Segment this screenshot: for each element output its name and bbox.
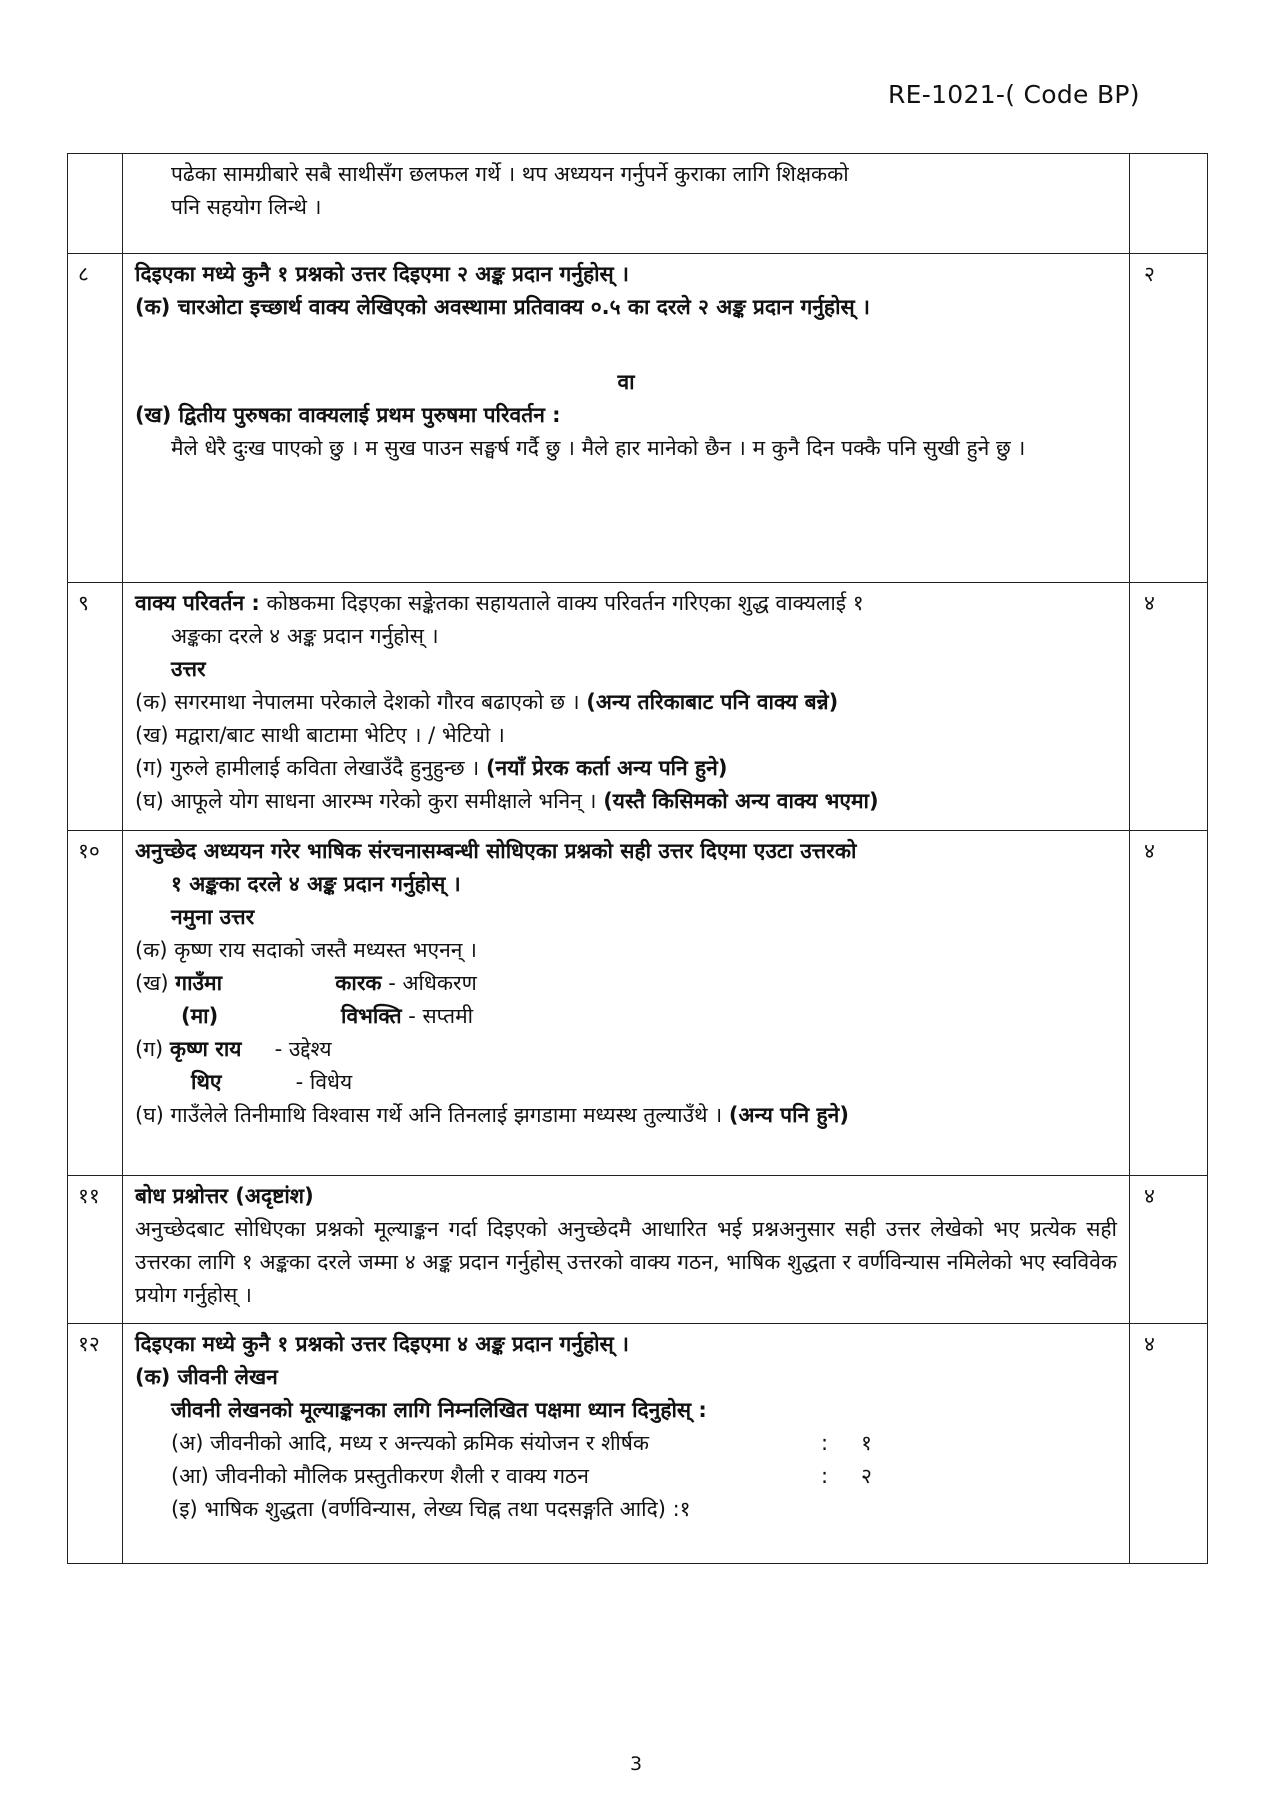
answer-ka: (क) सगरमाथा नेपालमा परेकाले देशको गौरव बढाएको छ । (अन्य तरिकाबाट पनि वाक्य बन्ने)	[135, 690, 839, 714]
question-number: ११	[68, 1176, 123, 1324]
table-row	[68, 254, 1208, 583]
table-row	[68, 831, 1208, 1176]
table-row	[68, 154, 1208, 254]
option-ka: (क) जीवनी लेखन	[135, 1365, 278, 1389]
answer-label: उत्तर	[171, 657, 206, 681]
criteria-heading: जीवनी लेखनको मूल्याङ्कनका लागि निम्नलिखित पक्षमा ध्यान दिनुहोस् :	[171, 1398, 707, 1422]
instruction-heading: बोध प्रश्नोत्तर (अदृष्टांश)	[135, 1184, 314, 1208]
table-row	[68, 1324, 1208, 1564]
sample-answer-label: नमुना उत्तर	[171, 905, 255, 929]
option-kha: (ख) द्वितीय पुरुषका वाक्यलाई प्रथम पुरुषमा परिवर्तन :	[135, 403, 561, 427]
page-number: 3	[629, 1753, 643, 1775]
question-number: ९	[68, 583, 123, 831]
instruction-heading: अनुच्छेद अध्ययन गरेर भाषिक संरचनासम्बन्धी सोधिएका प्रश्नको सही उत्तर दिएमा एउटा उत्तरको	[135, 839, 857, 863]
or-separator: वा	[617, 370, 635, 394]
criterion-row: (आ) जीवनीको मौलिक प्रस्तुतीकरण शैली र वाक्य गठन : २	[171, 1464, 872, 1488]
marks-value: ४	[1130, 1176, 1208, 1324]
question-number: ८	[68, 254, 123, 583]
question-number-cell	[68, 154, 123, 254]
marks-value: ४	[1130, 1324, 1208, 1564]
question-number: १०	[68, 831, 123, 1176]
criterion-row: (अ) जीवनीको आदि, मध्य र अन्त्यको क्रमिक संयोजन र शीर्षक : १	[171, 1431, 872, 1455]
heading-bold: वाक्य परिवर्तन :	[135, 591, 260, 615]
option-ka: (क) चारओटा इच्छार्थ वाक्य लेखिएको अवस्थामा प्रतिवाक्य ०.५ का दरले २ अङ्क प्रदान गर्नुहोस् ।	[135, 295, 870, 319]
answer-cell	[123, 254, 1130, 583]
document-code: RE-1021-( Code BP)	[888, 80, 1140, 109]
answer-cell	[123, 831, 1130, 1176]
marks-value: २	[1130, 254, 1208, 583]
table-row	[68, 583, 1208, 831]
answer-ga: (ग) कृष्ण राय - उद्देश्य	[135, 1037, 332, 1061]
marks-value: ४	[1130, 583, 1208, 831]
answer-note: (अन्य पनि हुने)	[728, 1103, 849, 1127]
continuation-line: पनि सहयोग लिन्थे ।	[171, 195, 322, 219]
answer-cell	[123, 583, 1130, 831]
instruction-heading	[135, 587, 1117, 620]
answer-gha: (घ) गाउँलेले तिनीमाथि विश्वास गर्थे अनि तिनलाई झगडामा मध्यस्थ तुल्याउँथे । (अन्य पनि हुने)	[135, 1103, 849, 1127]
answer-gha: (घ) आफूले योग साधना आरम्भ गरेको कुरा समीक्षाले भनिन् । (यस्तै किसिमको अन्य वाक्य भएमा)	[135, 789, 879, 813]
answer-ka: (क) कृष्ण राय सदाको जस्तै मध्यस्त भएनन् ।	[135, 938, 478, 962]
criterion-row: (इ) भाषिक शुद्धता (वर्णविन्यास, लेख्य चिह्न तथा पदसङ्गति आदि) :१	[171, 1497, 691, 1521]
question-number: १२	[68, 1324, 123, 1564]
marking-scheme-table	[67, 153, 1208, 1564]
marks-cell	[1130, 154, 1208, 254]
answer-ga-sub: थिए - विधेय	[191, 1070, 353, 1094]
instruction-text: अनुच्छेदबाट सोधिएका प्रश्नको मूल्याङ्कन गर्दा दिइएको अनुच्छेदमै आधारित भई प्रश्नअनुसार सही उत्तर लेखेको भए प्रत्येक सही उत्तरका लागि १ अङ्कका दरले जम्मा ४ अङ्क प्रदान गर्नुहोस् उत्तरको वाक्य गठन, भाषिक शुद्धता र वर्णविन्यास नमिलेको भए स्वविवेक प्रयोग गर्नुहोस् ।	[135, 1217, 1117, 1307]
instruction-heading: दिइएका मध्ये कुनै १ प्रश्नको उत्तर दिइएमा २ अङ्क प्रदान गर्नुहोस् ।	[135, 262, 629, 286]
answer-kha-sub: (मा) विभक्ति - सप्तमी	[181, 1004, 474, 1028]
heading-rest: कोष्ठकमा दिइएका सङ्केतका सहायताले वाक्य परिवर्तन गरिएका शुद्ध वाक्यलाई १	[259, 591, 864, 615]
answer-note: (यस्तै किसिमको अन्य वाक्य भएमा)	[603, 789, 879, 813]
marks-value: ४	[1130, 831, 1208, 1176]
instruction-heading: दिइएका मध्ये कुनै १ प्रश्नको उत्तर दिइएमा ४ अङ्क प्रदान गर्नुहोस् ।	[135, 1332, 629, 1356]
continuation-line: पढेका सामग्रीबारे सबै साथीसँग छलफल गर्थे । थप अध्ययन गर्नुपर्ने कुराका लागि शिक्षकको	[171, 162, 849, 186]
answer-cell	[123, 1324, 1130, 1564]
sample-text: मैले धेरै दुःख पाएको छु । म सुख पाउन सङ्घर्ष गर्दै छु । मैले हार मानेको छैन । म कुनै दिन पक्कै पनि सुखी हुने छु ।	[171, 436, 1026, 460]
answer-kha: (ख) मद्वारा/बाट साथी बाटामा भेटिए । / भेटियो ।	[135, 723, 505, 747]
instruction-line: १ अङ्कका दरले ४ अङ्क प्रदान गर्नुहोस् ।	[171, 872, 461, 896]
answer-note: (अन्य तरिकाबाट पनि वाक्य बन्ने)	[586, 690, 839, 714]
instruction-line: अङ्कका दरले ४ अङ्क प्रदान गर्नुहोस् ।	[171, 624, 439, 648]
answer-kha: (ख) गाउँमा कारक - अधिकरण	[135, 971, 477, 995]
table-row	[68, 1176, 1208, 1324]
answer-ga: (ग) गुरुले हामीलाई कविता लेखाउँदै हुनुहुन्छ । (नयाँ प्रेरक कर्ता अन्य पनि हुने)	[135, 756, 728, 780]
answer-cell	[123, 154, 1130, 254]
answer-cell	[123, 1176, 1130, 1324]
answer-note: (नयाँ प्रेरक कर्ता अन्य पनि हुने)	[485, 756, 728, 780]
